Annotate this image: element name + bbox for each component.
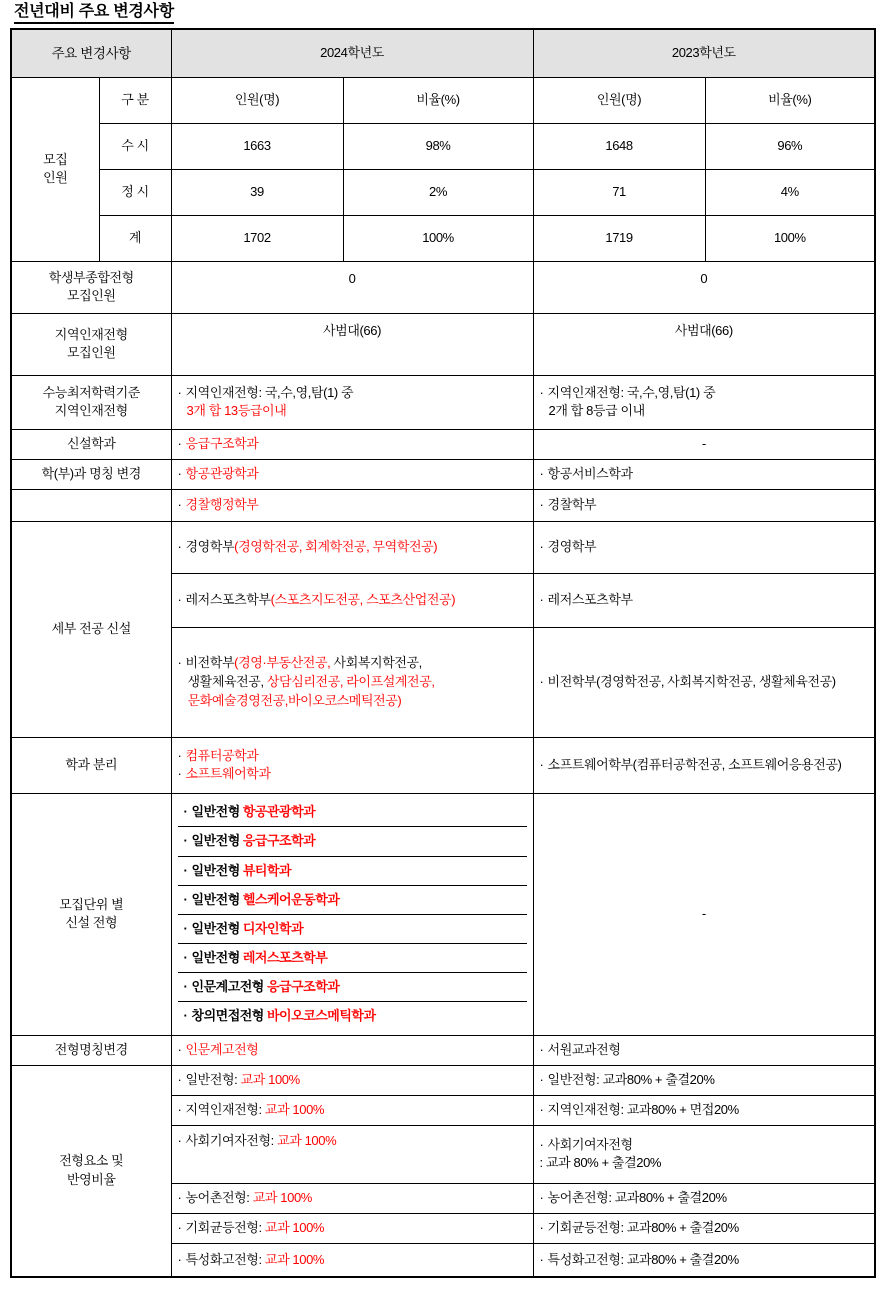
evaluation-2024-4: · 농어촌전형: 교과 100% xyxy=(171,1183,533,1213)
table-row-new-department xyxy=(11,429,875,459)
list-item xyxy=(178,944,527,973)
enrollment-division: 수 시 xyxy=(99,123,171,169)
row-label-dept-split: 학과 분리 xyxy=(11,737,171,793)
evaluation-2023-2: · 지역인재전형: 교과80% + 면접20% xyxy=(533,1095,875,1125)
local-talent-quota-2023: 사범대(66) xyxy=(533,313,875,375)
header-year-2023: 2023학년도 xyxy=(533,29,875,77)
header-year-2024: 2024학년도 xyxy=(171,29,533,77)
enrollment-ratio-2024: 100% xyxy=(343,215,533,261)
row-label-enrollment xyxy=(11,77,99,261)
type-rename-2024: · 인문계고전형 xyxy=(171,1035,533,1065)
evaluation-2023-6: · 특성화고전형: 교과80% + 출결20% xyxy=(533,1243,875,1277)
admission-type-item: · 일반전형 응급구조학과 xyxy=(178,827,527,856)
evaluation-2023-3-line1: · 사회기여자전형 xyxy=(540,1136,869,1155)
table-header-row xyxy=(11,29,875,77)
dept-split-2023: · 소프트웨어학부(컴퓨터공학전공, 소프트웨어응용전공) xyxy=(533,737,875,793)
new-major-2024-3 xyxy=(171,627,533,737)
new-major-2024-3-line2: 생활체육전공, 상담심리전공, 라이프설계전공, xyxy=(187,673,435,689)
admission-type-item: · 일반전형 헬스케어운동학과 xyxy=(178,885,527,914)
new-major-2024-2: · 레저스포츠학부(스포츠지도전공, 스포츠산업전공) xyxy=(171,573,533,627)
enrollment-count-2023: 1719 xyxy=(533,215,705,261)
new-admission-types-list xyxy=(178,798,527,1031)
row-label-new-major: 세부 전공 신설 xyxy=(11,521,171,737)
list-item xyxy=(178,1002,527,1031)
new-major-2024-3-line1: · 비전학부(경영·부동산전공, 사회복지학전공, xyxy=(178,654,527,673)
evaluation-2024-3: · 사회기여자전형: 교과 100% xyxy=(171,1125,533,1183)
row-label-type-rename: 전형명칭변경 xyxy=(11,1035,171,1065)
enrollment-ratio-2023: 96% xyxy=(705,123,875,169)
name-change-2023-2: · 경찰학부 xyxy=(533,489,875,521)
min-csat-2024-line1: · 지역인재전형: 국,수,영,탐(1) 중 xyxy=(178,384,527,403)
evaluation-2024-6: · 특성화고전형: 교과 100% xyxy=(171,1243,533,1277)
evaluation-2024-5: · 기회균등전형: 교과 100% xyxy=(171,1213,533,1243)
min-csat-2023-line2: 2개 합 8등급 이내 xyxy=(548,403,645,419)
evaluation-2024-2: · 지역인재전형: 교과 100% xyxy=(171,1095,533,1125)
name-change-2024-2: · 경찰행정학부 xyxy=(171,489,533,521)
enrollment-ratio-2024: 98% xyxy=(343,123,533,169)
page-title-wrap xyxy=(10,0,874,28)
min-csat-2023-line1: · 지역인재전형: 국,수,영,탐(1) 중 xyxy=(540,384,869,403)
new-major-2024-3-line3: 문화예술경영전공,바이오코스메틱전공) xyxy=(187,692,402,708)
table-row xyxy=(11,215,875,261)
row-label-line2: 신설 전형 xyxy=(65,915,118,931)
enrollment-count-2024: 39 xyxy=(171,169,343,215)
list-item xyxy=(178,973,527,1002)
admission-type-item: · 인문계고전형 응급구조학과 xyxy=(178,973,527,1002)
subheader-ratio-2024: 비율(%) xyxy=(343,77,533,123)
admission-type-item: · 일반전형 디자인학과 xyxy=(178,914,527,943)
enrollment-division: 계 xyxy=(99,215,171,261)
row-label-min-csat xyxy=(11,375,171,429)
table-row-new-admission-types xyxy=(11,793,875,1035)
list-item xyxy=(178,798,527,827)
row-label-evaluation xyxy=(11,1065,171,1277)
row-label-line1: 수능최저학력기준 xyxy=(42,384,140,400)
table-row xyxy=(11,123,875,169)
table-row-jonghap-quota xyxy=(11,261,875,313)
list-item xyxy=(178,856,527,885)
type-rename-2023: · 서원교과전형 xyxy=(533,1035,875,1065)
evaluation-2024-1: · 일반전형: 교과 100% xyxy=(171,1065,533,1095)
new-department-2023: - xyxy=(533,429,875,459)
row-label-line1: 학생부종합전형 xyxy=(48,269,134,285)
subheader-count-2024: 인원(명) xyxy=(171,77,343,123)
jonghap-value-2024: 0 xyxy=(171,261,533,313)
table-row-min-csat xyxy=(11,375,875,429)
enrollment-count-2024: 1702 xyxy=(171,215,343,261)
row-label-name-change-empty xyxy=(11,489,171,521)
row-label-line2: 모집인원 xyxy=(66,288,116,304)
header-label: 주요 변경사항 xyxy=(11,29,171,77)
admission-type-item: · 일반전형 뷰티학과 xyxy=(178,856,527,885)
new-admission-types-2024 xyxy=(171,793,533,1035)
new-major-2023-1: · 경영학부 xyxy=(533,521,875,573)
row-label-line2: 모집인원 xyxy=(66,345,116,361)
table-row-dept-split xyxy=(11,737,875,793)
row-label-new-admission-types xyxy=(11,793,171,1035)
enrollment-count-2023: 71 xyxy=(533,169,705,215)
table-row-name-change-2 xyxy=(11,489,875,521)
name-change-2024-1: · 항공관광학과 xyxy=(171,459,533,489)
subheader-division: 구 분 xyxy=(99,77,171,123)
table-subheader-row xyxy=(11,77,875,123)
name-change-2023-1: · 항공서비스학과 xyxy=(533,459,875,489)
row-label-enrollment-line2: 인원 xyxy=(43,170,68,186)
subheader-count-2023: 인원(명) xyxy=(533,77,705,123)
table-row-new-major-1 xyxy=(11,521,875,573)
dept-split-2024-line1: · 컴퓨터공학과 xyxy=(178,747,527,766)
min-csat-2023 xyxy=(533,375,875,429)
enrollment-ratio-2023: 4% xyxy=(705,169,875,215)
subheader-ratio-2023: 비율(%) xyxy=(705,77,875,123)
changes-comparison-table xyxy=(10,28,876,1278)
enrollment-count-2024: 1663 xyxy=(171,123,343,169)
enrollment-ratio-2023: 100% xyxy=(705,215,875,261)
admission-type-item: · 창의면접전형 바이오코스메틱학과 xyxy=(178,1002,527,1031)
page-title: 전년대비 주요 변경사항 xyxy=(14,3,174,24)
enrollment-count-2023: 1648 xyxy=(533,123,705,169)
new-department-2024: · 응급구조학과 xyxy=(171,429,533,459)
table-row-evaluation-1 xyxy=(11,1065,875,1095)
row-label-line1: 모집단위 별 xyxy=(59,896,124,912)
list-item xyxy=(178,885,527,914)
row-label-jonghap-quota xyxy=(11,261,171,313)
row-label-new-department: 신설학과 xyxy=(11,429,171,459)
admission-type-item: · 일반전형 항공관광학과 xyxy=(178,798,527,827)
row-label-name-change: 학(부)과 명칭 변경 xyxy=(11,459,171,489)
admission-type-item: · 일반전형 레저스포츠학부 xyxy=(178,944,527,973)
evaluation-2023-5: · 기회균등전형: 교과80% + 출결20% xyxy=(533,1213,875,1243)
dept-split-2024 xyxy=(171,737,533,793)
enrollment-ratio-2024: 2% xyxy=(343,169,533,215)
list-item xyxy=(178,914,527,943)
new-major-2024-1: · 경영학부(경영학전공, 회계학전공, 무역학전공) xyxy=(171,521,533,573)
min-csat-2024-line2: 3개 합 13등급이내 xyxy=(186,403,287,419)
new-major-2023-3: · 비전학부(경영학전공, 사회복지학전공, 생활체육전공) xyxy=(533,627,875,737)
evaluation-2023-3-line2: : 교과 80% + 출결20% xyxy=(539,1155,662,1171)
row-label-line2: 지역인재전형 xyxy=(54,403,128,419)
evaluation-2023-4: · 농어촌전형: 교과80% + 출결20% xyxy=(533,1183,875,1213)
list-item xyxy=(178,827,527,856)
table-row xyxy=(11,169,875,215)
jonghap-value-2023: 0 xyxy=(533,261,875,313)
row-label-line2: 반영비율 xyxy=(66,1172,116,1188)
row-label-line1: 지역인재전형 xyxy=(54,326,128,342)
row-label-enrollment-line1: 모집 xyxy=(43,151,68,167)
evaluation-2023-3 xyxy=(533,1125,875,1183)
local-talent-quota-2024: 사범대(66) xyxy=(171,313,533,375)
dept-split-2024-line2: · 소프트웨어학과 xyxy=(178,765,527,784)
enrollment-division: 정 시 xyxy=(99,169,171,215)
table-row-type-rename xyxy=(11,1035,875,1065)
row-label-line1: 전형요소 및 xyxy=(59,1153,124,1169)
new-admission-types-2023: - xyxy=(533,793,875,1035)
table-row-name-change-1 xyxy=(11,459,875,489)
row-label-local-talent-quota xyxy=(11,313,171,375)
min-csat-2024 xyxy=(171,375,533,429)
new-major-2023-2: · 레저스포츠학부 xyxy=(533,573,875,627)
table-row-local-talent-quota xyxy=(11,313,875,375)
evaluation-2023-1: · 일반전형: 교과80% + 출결20% xyxy=(533,1065,875,1095)
